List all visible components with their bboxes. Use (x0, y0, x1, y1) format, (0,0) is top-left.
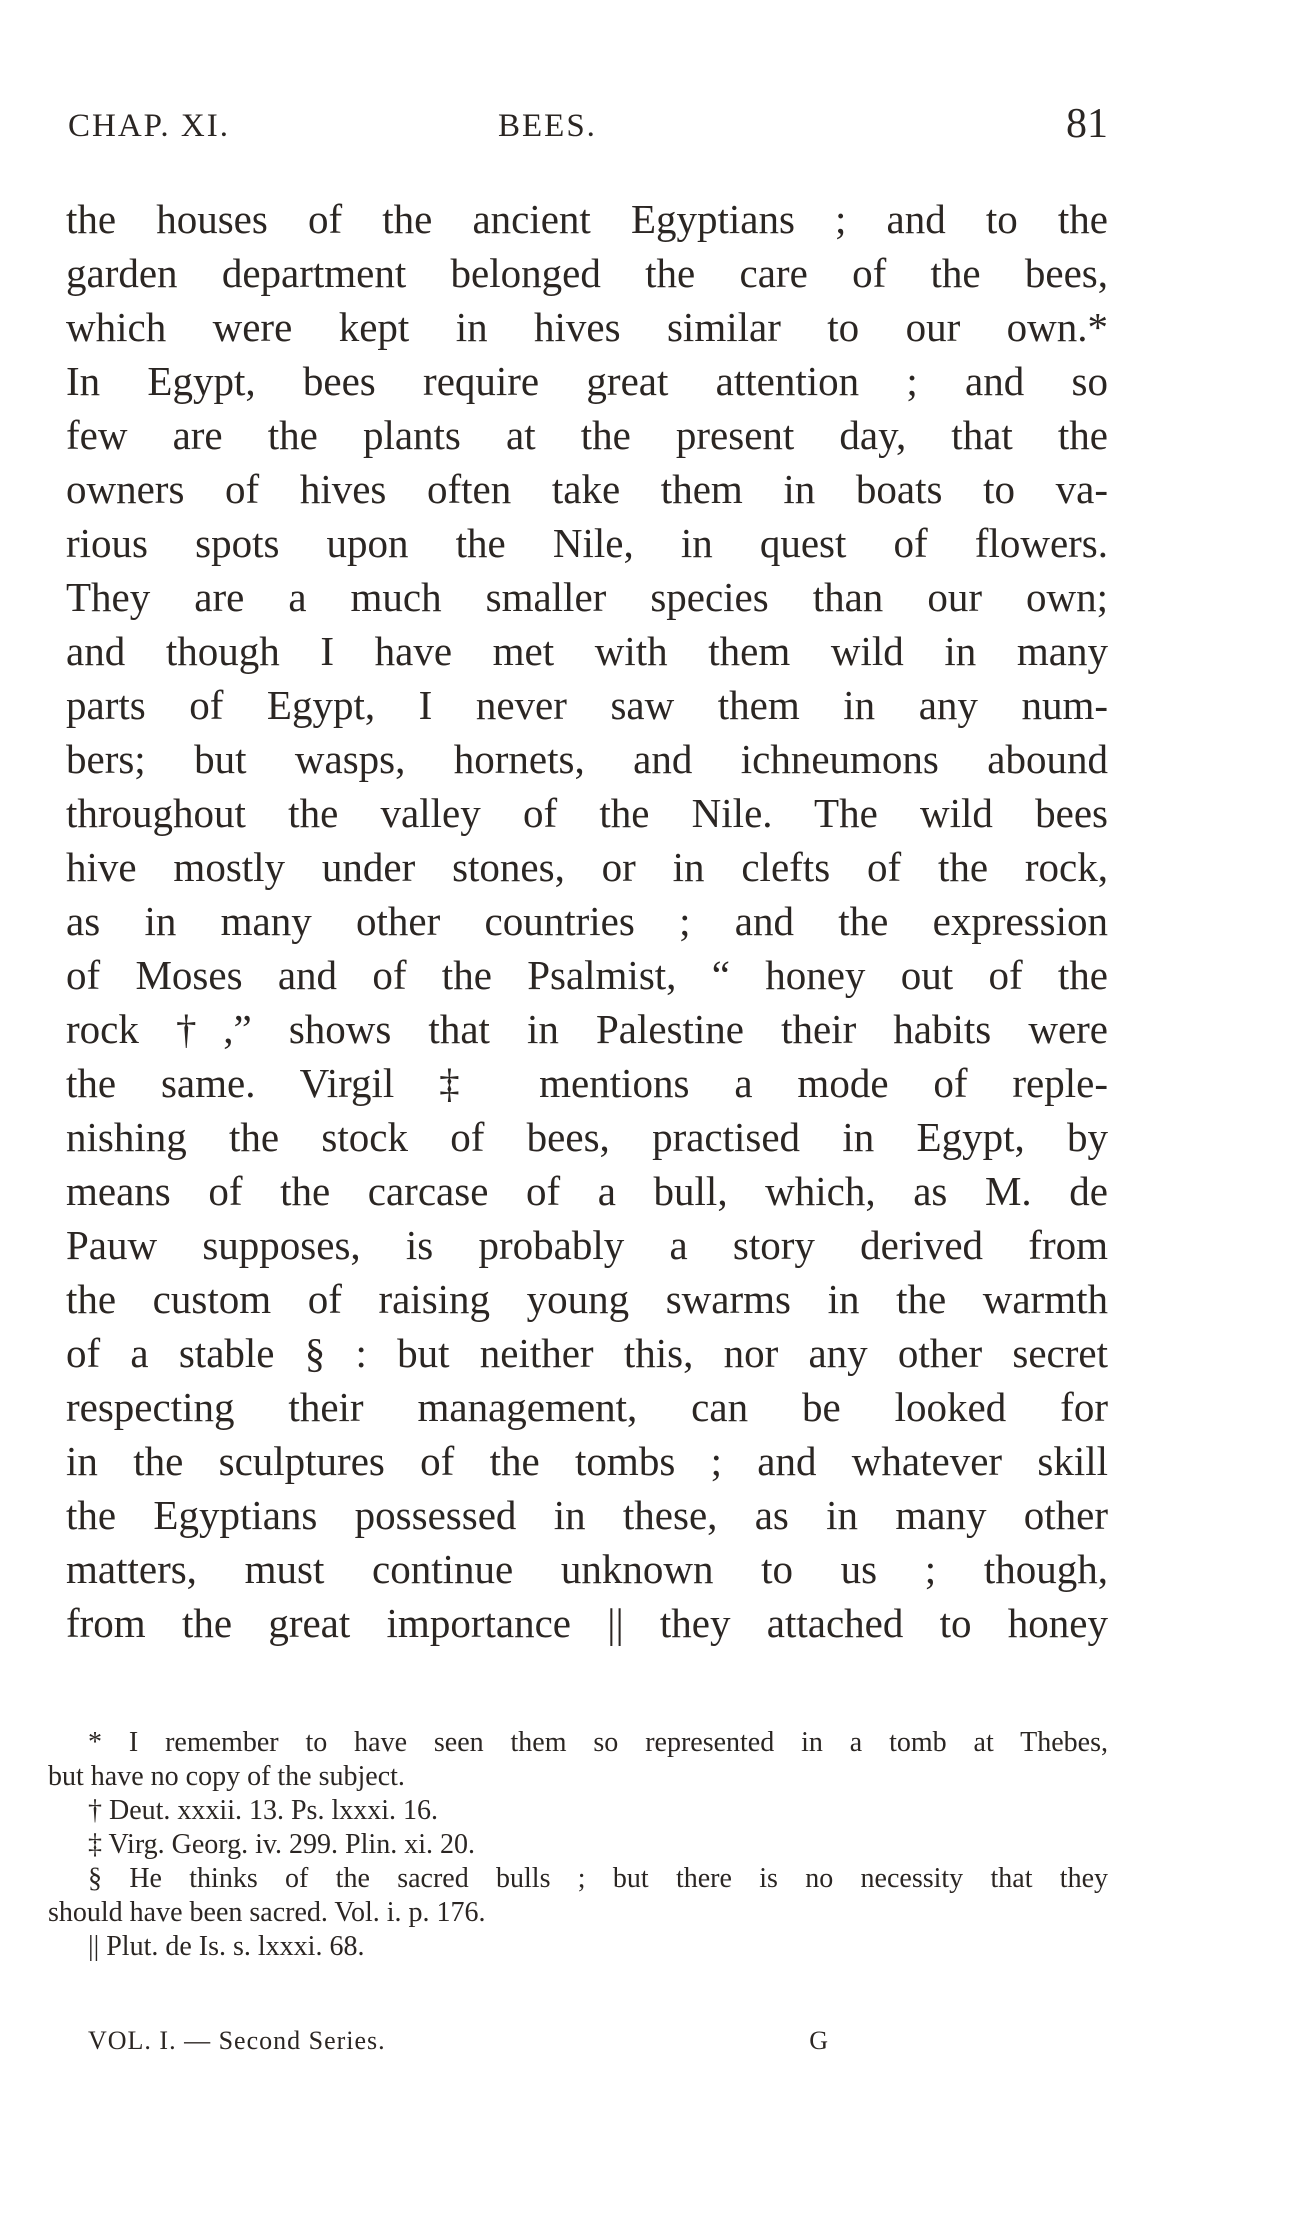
text-line: the houses of the ancient Egyptians ; and to the (66, 196, 1108, 242)
footnote-line: but have no copy of the subject. (48, 1761, 405, 1792)
chapter-label: CHAP. XI. (68, 108, 230, 144)
text-line: Pauw supposes, is probably a story derived from (66, 1222, 1108, 1268)
signature-mark: G (809, 2026, 828, 2055)
text-line: rious spots upon the Nile, in quest of flowers. (66, 520, 1108, 566)
text-line: In Egypt, bees require great attention ; and so (66, 358, 1108, 404)
body-text (66, 192, 1108, 1650)
text-line: garden department belonged the care of the bees, (66, 250, 1108, 296)
text-line: of Moses and of the Psalmist, “ honey out of the (66, 952, 1108, 998)
footnote-line: § He thinks of the sacred bulls ; but there is no necessity that they (88, 1863, 1108, 1894)
text-line: few are the plants at the present day, that the (66, 412, 1108, 458)
text-line: and though I have met with them wild in many (66, 628, 1108, 674)
text-line: of a stable § : but neither this, nor any other secret (66, 1330, 1108, 1376)
text-line: as in many other countries ; and the expression (66, 898, 1108, 944)
footnote-line: || Plut. de Is. s. lxxxi. 68. (88, 1931, 365, 1962)
running-head (68, 100, 1108, 150)
text-line: owners of hives often take them in boats to va- (66, 466, 1108, 512)
running-title: BEES. (498, 108, 597, 144)
text-line: rock †,” shows that in Palestine their habits were (66, 1006, 1108, 1052)
text-line: which were kept in hives similar to our own.* (66, 304, 1108, 350)
text-line: the custom of raising young swarms in the warmth (66, 1276, 1108, 1322)
footnote-line: * I remember to have seen them so represented in a tomb at Thebes, (88, 1727, 1108, 1758)
signature-line (88, 2026, 828, 2066)
text-line: means of the carcase of a bull, which, as M. de (66, 1168, 1108, 1214)
footnote-line: † Deut. xxxii. 13. Ps. lxxxi. 16. (88, 1795, 439, 1826)
footnotes (48, 1726, 1108, 1964)
text-line: hive mostly under stones, or in clefts of the rock, (66, 844, 1108, 890)
text-line: nishing the stock of bees, practised in Egypt, by (66, 1114, 1108, 1160)
text-line: throughout the valley of the Nile. The wild bees (66, 790, 1108, 836)
text-line: parts of Egypt, I never saw them in any num- (66, 682, 1108, 728)
text-line: They are a much smaller species than our own; (66, 574, 1108, 620)
volume-signature: VOL. I. — Second Series. (88, 2026, 386, 2055)
text-line: from the great importance || they attached to honey (66, 1600, 1108, 1646)
text-line: the same. Virgil ‡ mentions a mode of reple- (66, 1060, 1108, 1106)
page-number: 81 (1066, 101, 1108, 147)
text-line: respecting their management, can be looked for (66, 1384, 1108, 1430)
text-line: the Egyptians possessed in these, as in many other (66, 1492, 1108, 1538)
footnote-line: should have been sacred. Vol. i. p. 176. (48, 1897, 486, 1928)
text-line: bers; but wasps, hornets, and ichneumons abound (66, 736, 1108, 782)
footnote-line: ‡ Virg. Georg. iv. 299. Plin. xi. 20. (88, 1829, 475, 1860)
text-line: in the sculptures of the tombs ; and whatever skill (66, 1438, 1108, 1484)
text-line: matters, must continue unknown to us ; though, (66, 1546, 1108, 1592)
